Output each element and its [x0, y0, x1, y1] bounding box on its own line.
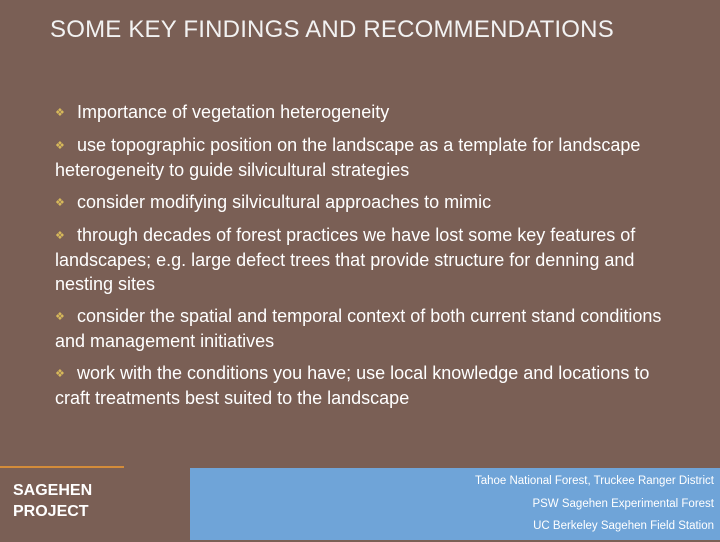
- bullet-text: Importance of vegetation heterogeneity: [77, 102, 390, 122]
- footer-affiliation-line: PSW Sagehen Experimental Forest: [532, 498, 714, 510]
- bullet-text: through decades of forest practices we have lost some key features of landscapes; e.g. large defect trees that provide structure for denning and nesting sites: [55, 225, 636, 294]
- footer-affiliation-line: UC Berkeley Sagehen Field Station: [533, 520, 714, 532]
- diamond-bullet-icon: ❖: [55, 140, 65, 152]
- diamond-bullet-icon: ❖: [55, 368, 65, 380]
- bullet-text: consider the spatial and temporal context of both current stand conditions and management initiatives: [55, 306, 662, 351]
- bullet-item: [55, 304, 675, 353]
- project-label: SAGEHEN PROJECT: [13, 482, 93, 520]
- slide-title: SOME KEY FINDINGS AND RECOMMENDATIONS: [50, 16, 614, 43]
- bullet-item: [55, 133, 675, 182]
- diamond-bullet-icon: ❖: [55, 107, 65, 119]
- bullet-item: [55, 100, 675, 125]
- diamond-bullet-icon: ❖: [55, 197, 65, 209]
- footer-left-panel: [0, 466, 124, 542]
- diamond-bullet-icon: ❖: [55, 311, 65, 323]
- bullet-text: consider modifying silvicultural approaches to mimic: [77, 192, 492, 212]
- bullet-item: [55, 190, 675, 215]
- bullet-item: [55, 223, 675, 296]
- bullet-text: use topographic position on the landscape as a template for landscape heterogeneity to guide silvicultural strategies: [55, 135, 641, 180]
- bullet-item: [55, 361, 675, 410]
- bullet-text: work with the conditions you have; use local knowledge and locations to craft treatments best suited to the landscape: [55, 363, 650, 408]
- bullet-list: [55, 100, 675, 410]
- footer-right-panel: [190, 468, 720, 540]
- diamond-bullet-icon: ❖: [55, 230, 65, 242]
- footer-affiliation-line: Tahoe National Forest, Truckee Ranger District: [474, 475, 714, 487]
